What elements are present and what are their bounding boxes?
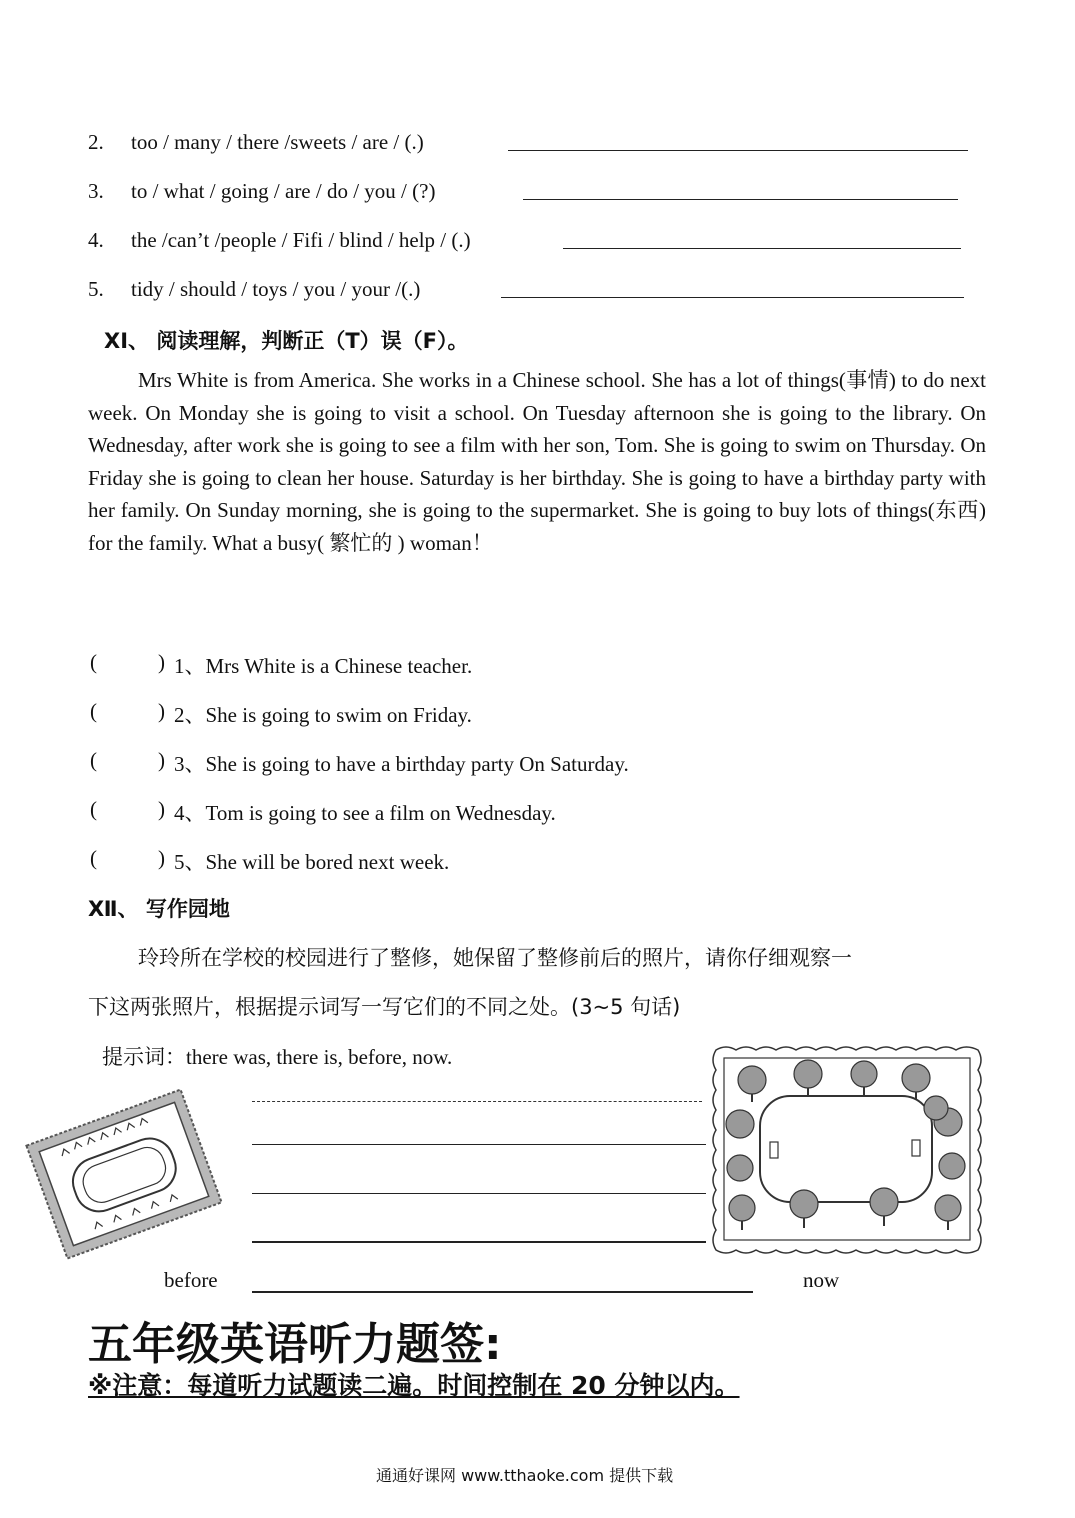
- reading-passage: [88, 364, 986, 560]
- answer-paren-open[interactable]: (: [90, 699, 97, 723]
- statement-text: 4、Tom is going to see a film on Wednesday.: [174, 801, 556, 825]
- answer-paren-open[interactable]: (: [90, 846, 97, 870]
- writing-line-5[interactable]: [252, 1291, 753, 1293]
- true-false-item-2: [90, 699, 790, 727]
- question-text: to / what / going / are / do / you / (?): [131, 179, 436, 203]
- listening-title: 五年级英语听力题签:: [88, 1319, 502, 1370]
- writing-prompt-line-2: 下这两张照片，根据提示词写一写它们的不同之处。(3~5 句话): [88, 995, 681, 1019]
- answer-paren-close: ): [158, 699, 165, 723]
- true-false-item-5: [90, 846, 790, 874]
- writing-prompt-line-1: 玲玲所在学校的校园进行了整修，她保留了整修前后的照片，请你仔细观察一: [138, 946, 852, 970]
- question-text: too / many / there /sweets / are / (.): [131, 130, 424, 154]
- true-false-item-1: [90, 650, 790, 678]
- true-false-item-4: [90, 797, 790, 825]
- footer-source: 通通好课网 www.tthaoke.com 提供下载: [376, 1466, 674, 1485]
- reorder-question-3: [88, 179, 518, 207]
- answer-line[interactable]: [508, 150, 968, 151]
- question-text: tidy / should / toys / you / your /(.): [131, 277, 421, 301]
- question-number: 4.: [88, 228, 104, 252]
- answer-paren-close: ): [158, 846, 165, 870]
- answer-paren-close: ): [158, 748, 165, 772]
- answer-line[interactable]: [563, 248, 961, 249]
- answer-paren-open[interactable]: (: [90, 748, 97, 772]
- question-text: the /can’t /people / Fifi / blind / help / (.): [131, 228, 471, 252]
- reorder-question-4: [88, 228, 558, 256]
- writing-line-1[interactable]: [252, 1101, 702, 1102]
- reorder-question-5: [88, 277, 508, 305]
- reorder-question-2: [88, 130, 518, 158]
- listening-notice: ※注意：每道听力试题读二遍。时间控制在 20 分钟以内。: [88, 1371, 740, 1400]
- answer-line[interactable]: [501, 297, 964, 298]
- statement-text: 3、She is going to have a birthday party On Saturday.: [174, 752, 629, 776]
- statement-text: 1、Mrs White is a Chinese teacher.: [174, 654, 473, 678]
- answer-line[interactable]: [523, 199, 958, 200]
- question-number: 5.: [88, 277, 104, 301]
- section-11-title: XI、 阅读理解，判断正（T）误（F）。: [104, 329, 469, 353]
- writing-line-3[interactable]: [252, 1193, 706, 1194]
- now-campus-picture: [708, 1042, 986, 1256]
- hint-words: 提示词：there was, there is, before, now.: [102, 1045, 453, 1069]
- section-12-title: Ⅻ、 写作园地: [88, 897, 230, 921]
- question-number: 2.: [88, 130, 104, 154]
- answer-paren-open[interactable]: (: [90, 650, 97, 674]
- question-number: 3.: [88, 179, 104, 203]
- answer-paren-close: ): [158, 650, 165, 674]
- true-false-item-3: [90, 748, 790, 776]
- passage-text: Mrs White is from America. She works in a Chinese school. She has a lot of things(事情) to do next week. On Monday she is going to visit a school. On Tuesday afternoon she is going to the library. On Wednesday, after work she is going to see a film with her son, Tom. She is going to swim on Thursday. On Friday she is going to clean her house. Saturday is her birthday. She is going to have a birthday party with her family. On Sunday morning, she is going to the supermarket. She is going to buy lots of things(东西) for the family. What a busy( 繁忙的 ) woman！: [88, 368, 986, 555]
- before-campus-picture: [24, 1088, 224, 1260]
- statement-text: 2、She is going to swim on Friday.: [174, 703, 472, 727]
- before-label: before: [164, 1268, 218, 1292]
- writing-line-2[interactable]: [252, 1144, 706, 1145]
- now-label: now: [803, 1268, 840, 1292]
- answer-paren-close: ): [158, 797, 165, 821]
- writing-line-4[interactable]: [252, 1241, 706, 1243]
- answer-paren-open[interactable]: (: [90, 797, 97, 821]
- statement-text: 5、She will be bored next week.: [174, 850, 450, 874]
